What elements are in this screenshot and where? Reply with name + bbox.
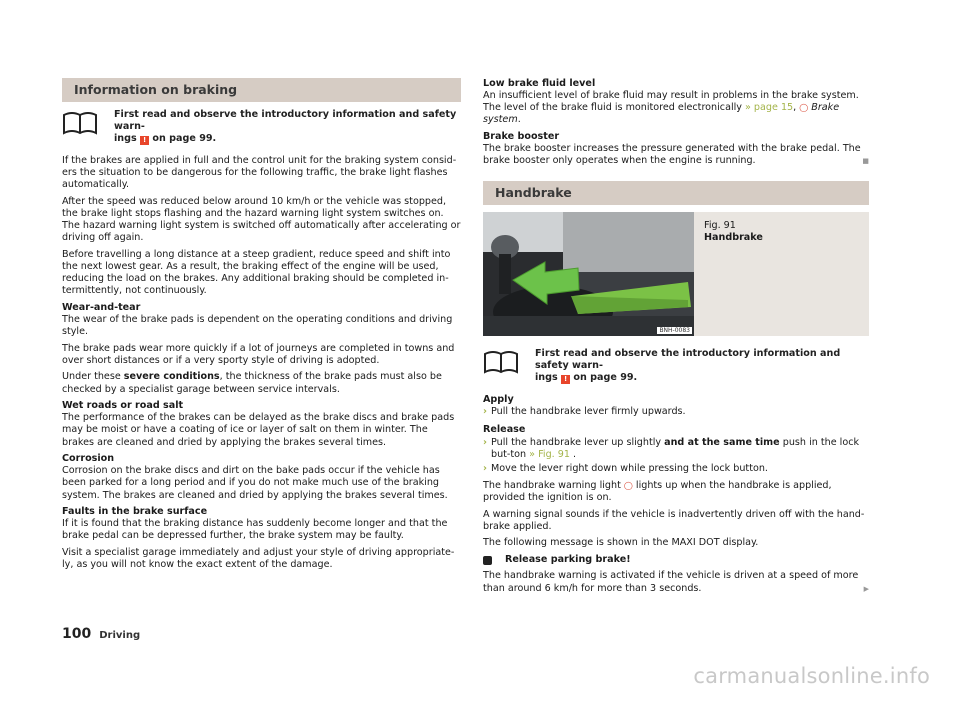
subheading: Wear-and-tear (62, 301, 141, 313)
book-icon (62, 109, 98, 137)
chevron-right-icon: › (483, 436, 487, 448)
watermark: carmanualsonline.info (693, 664, 930, 688)
figure-link[interactable]: » Fig. 91 (529, 448, 570, 460)
paragraph-faults: Faults in the brake surface If it is found that the braking distance has suddenly become longer and that the brake pedal can be depressed further, the brake system may be faulty. (62, 506, 448, 542)
paragraph: Visit a specialist garage immediately and adjust your style of driving appropriate-ly, as you will not know the exact extent of the damage. (62, 547, 455, 571)
paragraph: If the brakes are applied in full and the control unit for the braking system consid-ers the situation to be dangerous for the following traffic, the brake light flashes automatically. (62, 155, 457, 191)
page-footer (62, 628, 140, 642)
end-square-icon: ■ (862, 157, 869, 166)
paragraph-wet: Wet roads or road salt The performance of the brakes can be delayed as the brake discs and brake pads may be moist or have a coating of ice or layer of salt on them in winter. The brakes are cleaned and dried by applying the brakes several times. (62, 400, 455, 448)
figure-code: BNH-0083 (659, 327, 690, 335)
intro-line-2-pre: ings (535, 372, 558, 384)
page-link[interactable]: » page 15 (745, 102, 794, 114)
figure-label: Fig. 91 (704, 220, 736, 232)
paragraph-fluid: Low brake fluid level An insufficient level of brake fluid may result in problems in the brake system. The level of the brake fluid is monitored electronically » page 15, ◯ Brake system. (483, 78, 859, 126)
left-column (62, 78, 461, 576)
subheading: Low brake fluid level (483, 78, 596, 89)
paragraph-booster: Brake booster The brake booster increases the pressure generated with the brake pedal. The brake booster only operates when the engine is running. ■ (483, 130, 869, 167)
intro-note (62, 109, 461, 145)
intro-line-1: First read and observe the introductory information and safety warn- (114, 109, 457, 132)
handbrake-illustration (483, 212, 694, 336)
intro-line-2-pre: ings (114, 133, 137, 144)
paragraph-wear: Wear-and-tear The wear of the brake pads is dependent on the operating conditions and driving style. (62, 301, 453, 337)
display-message: Release parking brake! (483, 554, 869, 566)
right-column (483, 78, 869, 599)
subheading: Faults in the brake surface (62, 506, 208, 518)
paragraph: A warning signal sounds if the vehicle is inadvertently driven off with the hand-brake applied. (483, 508, 865, 532)
subheading: Corrosion (62, 453, 115, 465)
step-item: › Pull the handbrake lever firmly upwards. (483, 406, 686, 418)
page-number: 100 (62, 626, 92, 642)
paragraph-corrosion: Corrosion Corrosion on the brake discs and dirt on the bake pads occur if the vehicle has been parked for a long period and if you do not make much use of the braking system. The brakes are cleaned and dried by applying the brakes several times. (62, 453, 448, 501)
paragraph: The following message is shown in the MAXI DOT display. (483, 537, 759, 549)
figure-91 (483, 212, 869, 336)
figure-caption (694, 212, 869, 336)
paragraph: After the speed was reduced below around 10 km/h or the vehicle was stopped, the brake light stops flashing and the hazard warning light system switches on. The hazard warning light system is switched off automatically after accelerating or driving off again. (62, 195, 461, 244)
continue-arrow-icon: ▶ (863, 584, 869, 593)
step-item: › Move the lever right down while pressing the lock button. (483, 462, 768, 474)
paragraph: Under these severe conditions, the thickness of the brake pads must also be checked by a specialist garage between service intervals. (62, 371, 442, 395)
paragraph: The handbrake warning light ◯ lights up when the handbrake is applied, provided the ignition is on. (483, 479, 832, 503)
figure-title: Handbrake (704, 232, 763, 244)
warning-icon: ! (561, 375, 570, 384)
intro-note (483, 348, 869, 384)
warning-icon: ! (140, 136, 149, 145)
display-icon (483, 556, 492, 565)
footer-section: Driving (99, 630, 141, 641)
paragraph: The handbrake warning is activated if the vehicle is driven at a speed of more than around 6 km/h for more than 3 seconds. ▶ (483, 570, 869, 594)
intro-line-1: First read and observe the introductory information and safety warn- (535, 348, 841, 372)
step-item: › Pull the handbrake lever up slightly and at the same time push in the lock but-ton » Fig. 91 . (483, 436, 860, 460)
subheading-release: Release (483, 424, 526, 436)
section-title-handbrake: Handbrake (483, 181, 869, 205)
paragraph: Before travelling a long distance at a steep gradient, reduce speed and shift into the next lowest gear. As a result, the braking effect of the engine will be used, reducing the load on the brakes. Any additional braking should be completed in-termittently, not continuously. (62, 248, 451, 297)
brake-warning-icon: ◯ (799, 103, 809, 113)
book-icon (483, 348, 519, 376)
paragraph: The brake pads wear more quickly if a lot of journeys are completed in towns and over short distances or if a very sporty style of driving is adopted. (62, 342, 455, 366)
handbrake-image (483, 212, 694, 336)
chevron-right-icon: › (483, 406, 487, 418)
chevron-right-icon: › (483, 462, 487, 474)
section-title-braking: Information on braking (62, 78, 461, 102)
subheading-apply: Apply (483, 394, 514, 406)
subheading: Wet roads or road salt (62, 400, 184, 412)
brake-warning-icon: ◯ (623, 480, 633, 490)
intro-line-2-post: on page 99. (152, 133, 217, 144)
intro-line-2-post: on page 99. (573, 372, 638, 384)
subheading: Brake booster (483, 130, 560, 142)
